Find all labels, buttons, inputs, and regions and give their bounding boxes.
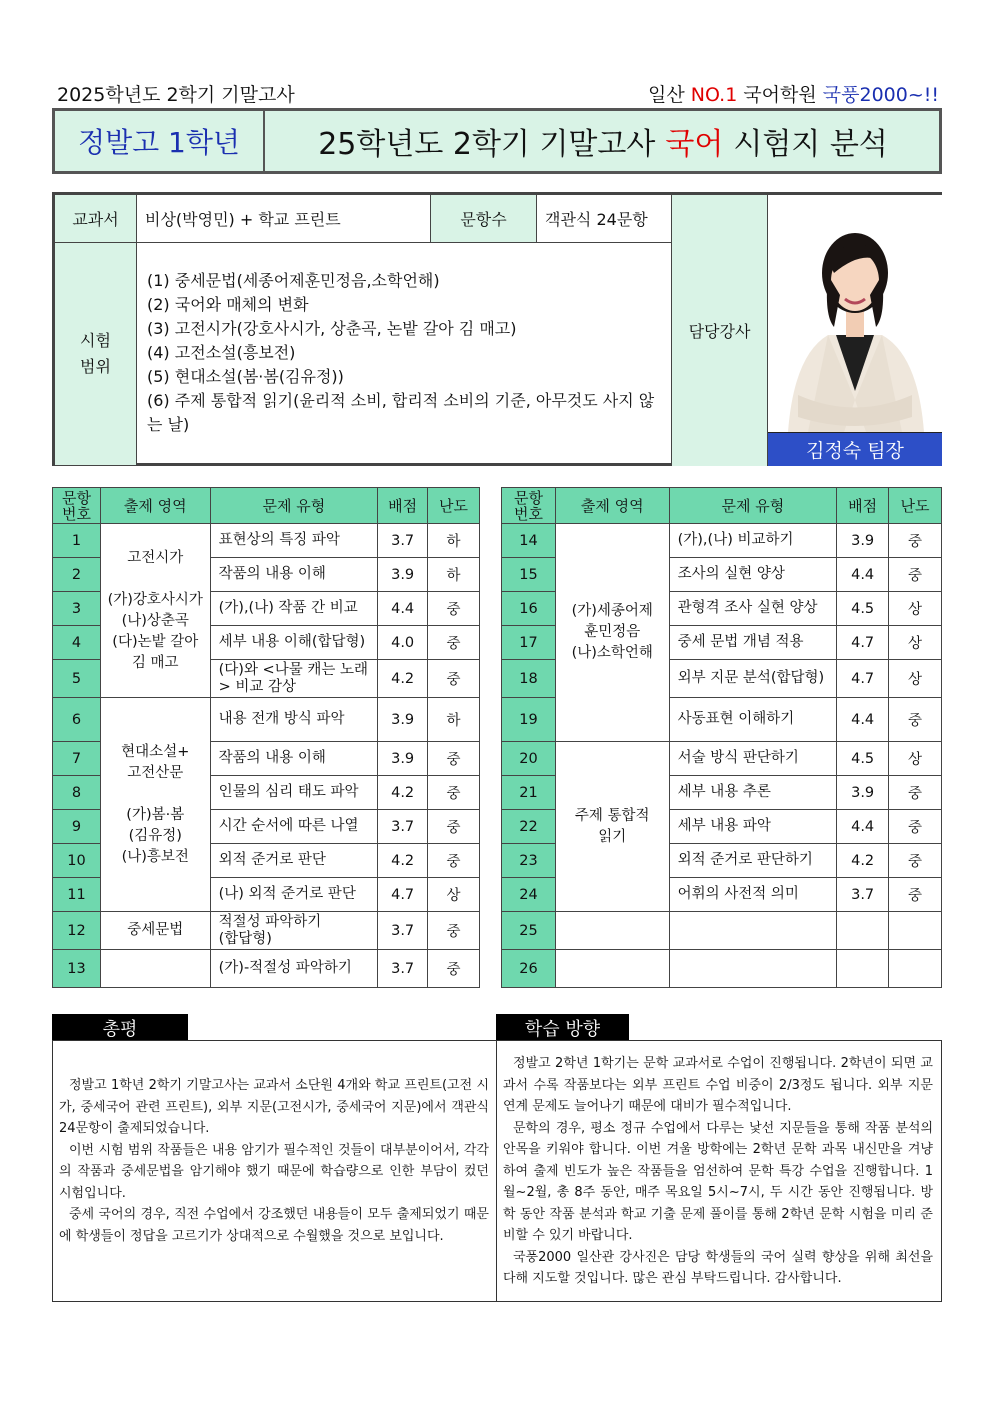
question-difficulty: 중 (889, 698, 942, 742)
question-score: 4.2 (837, 844, 889, 878)
question-number: 8 (53, 776, 101, 810)
range-item: (3) 고전시가(강호사시가, 상춘곡, 논밭 갈아 김 매고) (147, 319, 517, 338)
academy-slogan: 일산 NO.1 국어학원 국풍2000~!! (648, 84, 939, 106)
table-header-row (53, 488, 480, 524)
question-score: 3.7 (378, 810, 428, 844)
question-count-label: 문항수 (431, 195, 537, 243)
teacher-photo (768, 195, 942, 432)
question-score: 4.4 (837, 810, 889, 844)
question-score: 3.9 (837, 776, 889, 810)
question-number: 6 (53, 698, 101, 742)
question-area: 현대소설+ 고전산문 (가)봄·봄 (김유정) (나)흥보전 (100, 698, 210, 912)
question-number: 3 (53, 592, 101, 626)
question-type: 적절성 파악하기 (합답형) (210, 912, 378, 950)
question-number: 7 (53, 742, 101, 776)
question-number: 20 (502, 742, 556, 776)
question-type: 조사의 실현 양상 (669, 558, 837, 592)
direction-paragraph: 국풍2000 일산관 강사진은 담당 학생들의 국어 실력 향상을 위해 최선을 다해 지도할 것입니다. 많은 관심 부탁드립니다. 감사합니다. (503, 1249, 933, 1286)
table-row (53, 524, 480, 558)
question-table-left (52, 487, 480, 988)
question-score: 4.4 (378, 592, 428, 626)
textbook-label: 교과서 (55, 195, 137, 243)
school-grade-title: 정발고 1학년 (55, 111, 265, 171)
question-score: 4.2 (378, 660, 428, 698)
question-difficulty (889, 950, 942, 988)
question-type: 외부 지문 분석(합답형) (669, 660, 837, 698)
question-difficulty: 중 (428, 810, 480, 844)
question-number: 25 (502, 912, 556, 950)
question-type: 세부 내용 이해(합답형) (210, 626, 378, 660)
question-type: 세부 내용 추론 (669, 776, 837, 810)
col-header-difficulty: 난도 (889, 488, 942, 524)
col-header-area: 출제 영역 (100, 488, 210, 524)
question-score: 3.7 (378, 950, 428, 988)
question-score: 3.9 (378, 698, 428, 742)
question-number: 1 (53, 524, 101, 558)
question-difficulty: 중 (428, 776, 480, 810)
summary-paragraph: 정발고 1학년 2학기 기말고사는 교과서 소단원 4개와 학교 프린트(고전 시가, 중세국어 관련 프린트), 외부 지문(고전시가, 중세국어 지문)에서 객관식 24문항이 출제되었습니다. (59, 1078, 489, 1136)
question-type: 작품의 내용 이해 (210, 742, 378, 776)
question-type (669, 950, 837, 988)
range-item: (4) 고전소설(흥보전) (147, 343, 296, 362)
question-score: 4.2 (378, 844, 428, 878)
range-item: (2) 국어와 매체의 변화 (147, 295, 309, 314)
question-score: 4.7 (837, 626, 889, 660)
question-difficulty: 상 (428, 878, 480, 912)
question-score: 4.5 (837, 742, 889, 776)
question-number: 21 (502, 776, 556, 810)
question-type: 외적 준거로 판단 (210, 844, 378, 878)
question-type: 중세 문법 개념 적용 (669, 626, 837, 660)
question-difficulty: 중 (428, 844, 480, 878)
question-area (100, 950, 210, 988)
col-header-area: 출제 영역 (555, 488, 669, 524)
table-row (502, 950, 942, 988)
question-difficulty: 상 (889, 742, 942, 776)
direction-paragraph: 정발고 2학년 1학기는 문학 교과서로 수업이 진행됩니다. 2학년이 되면 교과서 수록 작품보다는 외부 프린트 수업 비중이 2/3정도 됩니다. 외부 지문 연계 문제도 늘어나기 때문에 대비가 필수적입니다. (503, 1056, 933, 1114)
question-difficulty: 상 (889, 626, 942, 660)
range-item: (5) 현대소설(봄·봄(김유정)) (147, 367, 344, 386)
exam-info-box (52, 192, 942, 466)
question-number: 16 (502, 592, 556, 626)
summary-paragraph: 이번 시험 범위 작품들은 내용 암기가 필수적인 것들이 대부분이어서, 각각의 작품과 중세문법을 암기해야 했기 때문에 학습량으로 인한 부담이 컸던 시험입니다. (59, 1142, 489, 1201)
range-item: (1) 중세문법(세종어제훈민정음,소학언해) (147, 271, 440, 290)
top-header (57, 80, 939, 106)
question-score: 3.9 (837, 524, 889, 558)
question-type: (가),(나) 작품 간 비교 (210, 592, 378, 626)
question-difficulty: 중 (889, 558, 942, 592)
question-difficulty: 중 (428, 626, 480, 660)
question-score: 3.9 (378, 558, 428, 592)
summary-heading: 총평 (52, 1014, 188, 1041)
col-header-score: 배점 (378, 488, 428, 524)
question-difficulty: 중 (428, 660, 480, 698)
textbook-value: 비상(박영민) + 학교 프린트 (137, 195, 431, 243)
question-difficulty: 중 (428, 742, 480, 776)
question-number: 18 (502, 660, 556, 698)
question-number: 17 (502, 626, 556, 660)
question-difficulty: 중 (889, 810, 942, 844)
direction-heading: 학습 방향 (496, 1014, 629, 1041)
question-area (555, 912, 669, 950)
question-difficulty: 중 (428, 592, 480, 626)
question-difficulty: 중 (889, 844, 942, 878)
table-row (53, 698, 480, 742)
col-header-number: 문항 번호 (502, 488, 556, 524)
question-number: 19 (502, 698, 556, 742)
question-number: 4 (53, 626, 101, 660)
table-row (502, 742, 942, 776)
question-score (837, 912, 889, 950)
question-type: 작품의 내용 이해 (210, 558, 378, 592)
exam-term-label: 2025학년도 2학기 기말고사 (57, 84, 295, 106)
question-area: 주제 통합적 읽기 (555, 742, 669, 912)
question-number: 5 (53, 660, 101, 698)
summary-paragraph: 중세 국어의 경우, 직전 수업에서 강조했던 내용들이 모두 출제되었기 때문에 학생들이 정답을 고르기가 상대적으로 수월했을 것으로 보입니다. (59, 1207, 489, 1244)
question-difficulty: 하 (428, 524, 480, 558)
question-area (555, 950, 669, 988)
title-bar (52, 108, 942, 174)
question-difficulty: 하 (428, 558, 480, 592)
question-score: 4.0 (378, 626, 428, 660)
range-label: 시험 범위 (55, 243, 137, 466)
question-number: 13 (53, 950, 101, 988)
summary-box (52, 1040, 942, 1302)
question-difficulty: 중 (428, 912, 480, 950)
teacher-portrait-icon (768, 195, 942, 432)
question-type: 세부 내용 파악 (669, 810, 837, 844)
question-difficulty: 상 (889, 592, 942, 626)
col-header-difficulty: 난도 (428, 488, 480, 524)
question-area: 중세문법 (100, 912, 210, 950)
question-number: 15 (502, 558, 556, 592)
summary-divider (496, 1041, 497, 1301)
question-type: (다)와 <나물 캐는 노래> 비교 감상 (210, 660, 378, 698)
question-area: 고전시가 (가)강호사시가 (나)상춘곡 (다)논밭 갈아 김 매고 (100, 524, 210, 698)
question-score: 3.9 (378, 742, 428, 776)
col-header-number: 문항 번호 (53, 488, 101, 524)
question-type: (가)-적절성 파악하기 (210, 950, 378, 988)
question-type: (가),(나) 비교하기 (669, 524, 837, 558)
question-type: 인물의 심리 태도 파악 (210, 776, 378, 810)
question-difficulty: 중 (428, 950, 480, 988)
col-header-score: 배점 (837, 488, 889, 524)
direction-text (503, 1053, 933, 1290)
teacher-label: 담당강사 (672, 195, 768, 466)
table-row (53, 912, 480, 950)
question-number: 2 (53, 558, 101, 592)
direction-paragraph: 문학의 경우, 평소 정규 수업에서 다루는 낯선 지문들을 통해 작품 분석의 안목을 키워야 합니다. 이번 겨울 방학에는 2학년 문학 과목 내신만을 겨냥하여 출제 빈도가 높은 작품들을 엄선하여 문학 특강 수업을 진행합니다. 1월~2월, 총 8주 동안, 매주 목요일 5시~7시, 두 시간 동안 진행됩니다. 방학 동안 작품 분석과 학교 기출 문제 풀이를 통해 2학년 문학 시험을 미리 준비할 수 있기 바랍니다. (503, 1120, 933, 1243)
table-header-row (502, 488, 942, 524)
question-number: 12 (53, 912, 101, 950)
question-area: (가)세종어제 훈민정음 (나)소학언해 (555, 524, 669, 742)
table-row (502, 912, 942, 950)
question-type: 시간 순서에 따른 나열 (210, 810, 378, 844)
question-score: 4.7 (837, 660, 889, 698)
question-number: 10 (53, 844, 101, 878)
question-score (837, 950, 889, 988)
question-table-right (501, 487, 942, 988)
question-score: 4.2 (378, 776, 428, 810)
exam-range-list (137, 243, 672, 466)
question-difficulty: 중 (889, 878, 942, 912)
table-row (53, 950, 480, 988)
question-difficulty (889, 912, 942, 950)
question-score: 4.5 (837, 592, 889, 626)
question-difficulty: 상 (889, 660, 942, 698)
question-score: 4.4 (837, 558, 889, 592)
question-number: 26 (502, 950, 556, 988)
teacher-name: 김정숙 팀장 (768, 432, 942, 466)
col-header-type: 문제 유형 (669, 488, 837, 524)
question-difficulty: 하 (428, 698, 480, 742)
question-count-value: 객관식 24문항 (537, 195, 672, 243)
question-number: 24 (502, 878, 556, 912)
question-type (669, 912, 837, 950)
question-type: 어휘의 사전적 의미 (669, 878, 837, 912)
question-type: (나) 외적 준거로 판단 (210, 878, 378, 912)
question-score: 3.7 (837, 878, 889, 912)
question-type: 외적 준거로 판단하기 (669, 844, 837, 878)
question-number: 14 (502, 524, 556, 558)
question-number: 23 (502, 844, 556, 878)
question-type: 서술 방식 판단하기 (669, 742, 837, 776)
question-score: 4.7 (378, 878, 428, 912)
question-type: 관형격 조사 실현 양상 (669, 592, 837, 626)
question-type: 사동표현 이해하기 (669, 698, 837, 742)
question-score: 3.7 (378, 912, 428, 950)
summary-text (59, 1075, 489, 1247)
question-type: 내용 전개 방식 파악 (210, 698, 378, 742)
table-row (502, 524, 942, 558)
question-number: 11 (53, 878, 101, 912)
col-header-type: 문제 유형 (210, 488, 378, 524)
question-difficulty: 중 (889, 524, 942, 558)
question-number: 22 (502, 810, 556, 844)
page-title: 25학년도 2학기 기말고사 국어 시험지 분석 (318, 127, 888, 162)
question-score: 3.7 (378, 524, 428, 558)
question-number: 9 (53, 810, 101, 844)
question-score: 4.4 (837, 698, 889, 742)
range-item: (6) 주제 통합적 읽기(윤리적 소비, 합리적 소비의 기준, 아무것도 사지 않는 날) (147, 391, 655, 434)
question-type: 표현상의 특징 파악 (210, 524, 378, 558)
question-difficulty: 중 (889, 776, 942, 810)
